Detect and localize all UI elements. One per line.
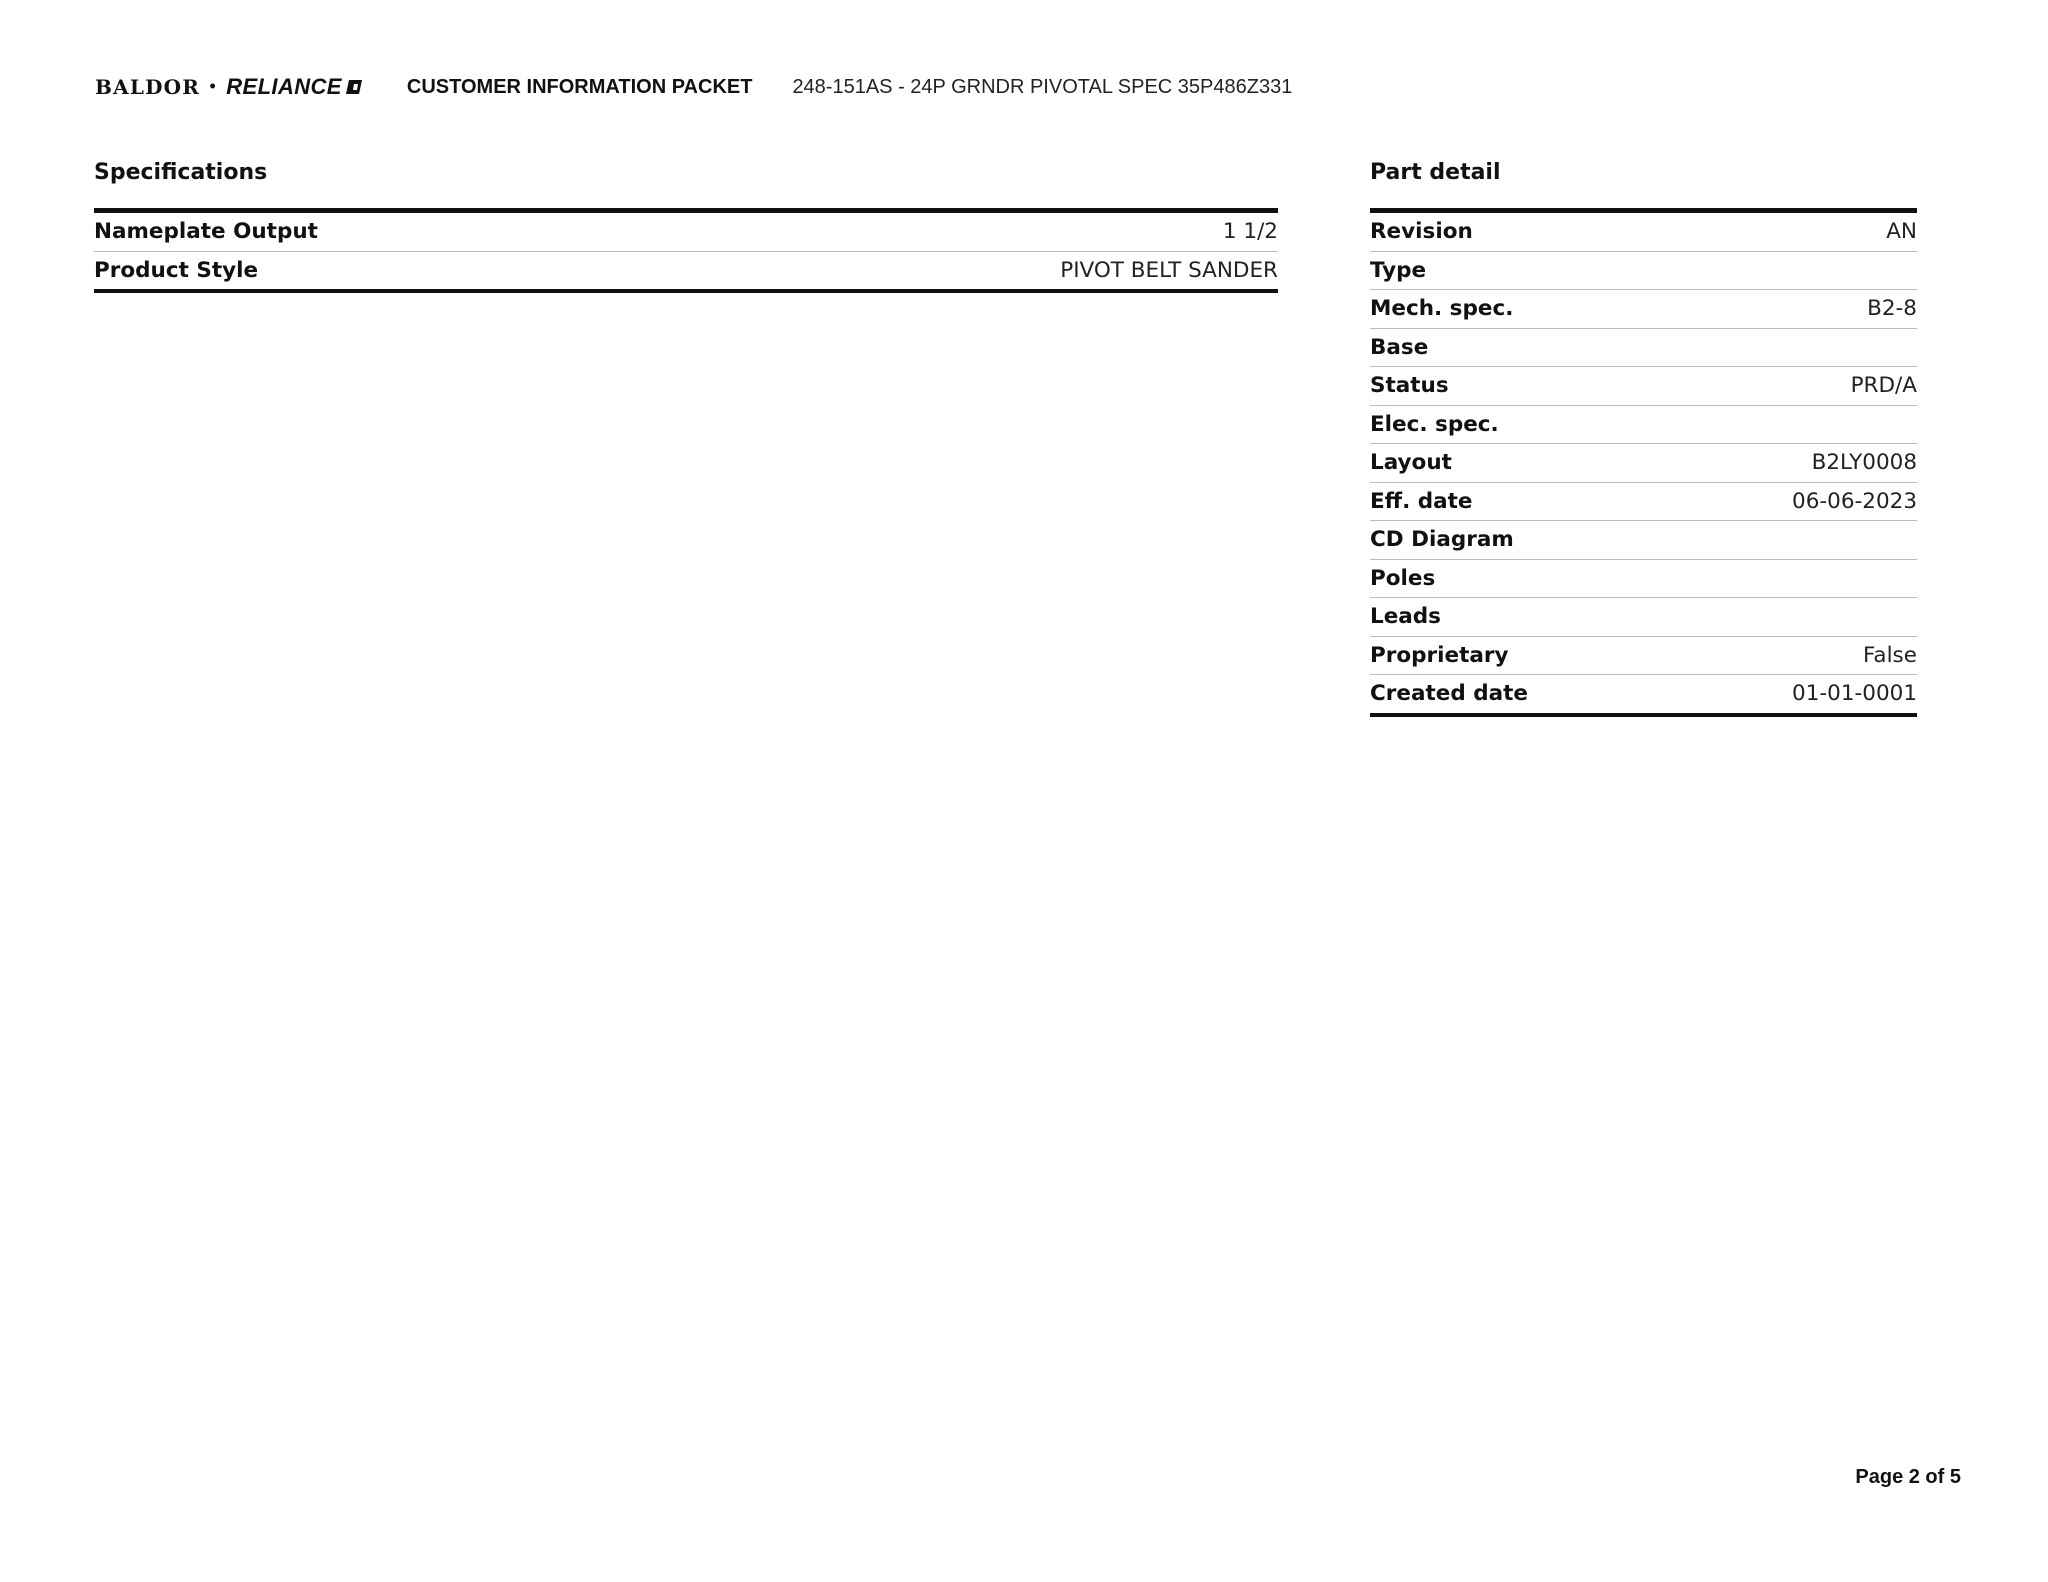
spec-value: PIVOT BELT SANDER — [1060, 257, 1278, 283]
page-number: Page 2 of 5 — [1855, 1466, 1961, 1488]
part-row-layout — [1370, 444, 1917, 483]
part-label: Poles — [1370, 565, 1436, 591]
part-row-leads — [1370, 598, 1917, 637]
part-value: AN — [1886, 219, 1917, 245]
part-row-elec-spec — [1370, 406, 1917, 445]
part-row-status — [1370, 367, 1917, 406]
document-header — [95, 72, 1292, 102]
specifications-title: Specifications — [94, 160, 268, 185]
part-label: Eff. date — [1370, 488, 1473, 514]
part-value: False — [1863, 642, 1917, 668]
part-row-base — [1370, 329, 1917, 368]
part-detail-table — [1370, 208, 1917, 717]
part-row-type — [1370, 252, 1917, 291]
part-row-poles — [1370, 560, 1917, 599]
spec-label: Product Style — [94, 257, 259, 283]
part-row-eff-date — [1370, 483, 1917, 522]
part-value: 06-06-2023 — [1792, 488, 1917, 514]
spec-label: Nameplate Output — [94, 219, 318, 245]
part-label: Status — [1370, 373, 1449, 399]
part-row-cd-diagram — [1370, 521, 1917, 560]
part-label: Created date — [1370, 681, 1528, 707]
part-value: 01-01-0001 — [1792, 681, 1917, 707]
part-label: Leads — [1370, 604, 1441, 630]
spec-row-nameplate-output — [94, 213, 1278, 252]
part-label: Elec. spec. — [1370, 411, 1499, 437]
specifications-table — [94, 208, 1278, 293]
part-row-mech-spec — [1370, 290, 1917, 329]
part-row-proprietary — [1370, 637, 1917, 676]
part-label: Mech. spec. — [1370, 296, 1514, 322]
part-row-created-date — [1370, 675, 1917, 713]
specifications-section — [94, 158, 1278, 293]
spec-value: 1 1/2 — [1222, 219, 1278, 245]
part-label: Proprietary — [1370, 642, 1509, 668]
spec-row-product-style — [94, 252, 1278, 290]
logo-reliance-text: RELIANCE — [226, 74, 342, 99]
part-label: CD Diagram — [1370, 527, 1514, 553]
packet-title: CUSTOMER INFORMATION PACKET — [406, 75, 753, 98]
part-label: Type — [1370, 257, 1427, 283]
baldor-reliance-logo — [95, 74, 362, 100]
reliance-mark-icon — [346, 79, 362, 95]
logo-separator: • — [208, 79, 219, 95]
part-label: Base — [1370, 334, 1429, 360]
part-row-revision — [1370, 213, 1917, 252]
part-value: B2LY0008 — [1811, 450, 1917, 476]
part-detail-section — [1370, 158, 1917, 717]
part-value: B2-8 — [1867, 296, 1917, 322]
part-value: PRD/A — [1850, 373, 1917, 399]
logo-baldor-text: BALDOR — [95, 75, 201, 99]
part-detail-title: Part detail — [1370, 160, 1501, 185]
packet-description: 248-151AS - 24P GRNDR PIVOTAL SPEC 35P486Z331 — [792, 75, 1293, 98]
part-label: Layout — [1370, 450, 1452, 476]
part-label: Revision — [1370, 219, 1473, 245]
